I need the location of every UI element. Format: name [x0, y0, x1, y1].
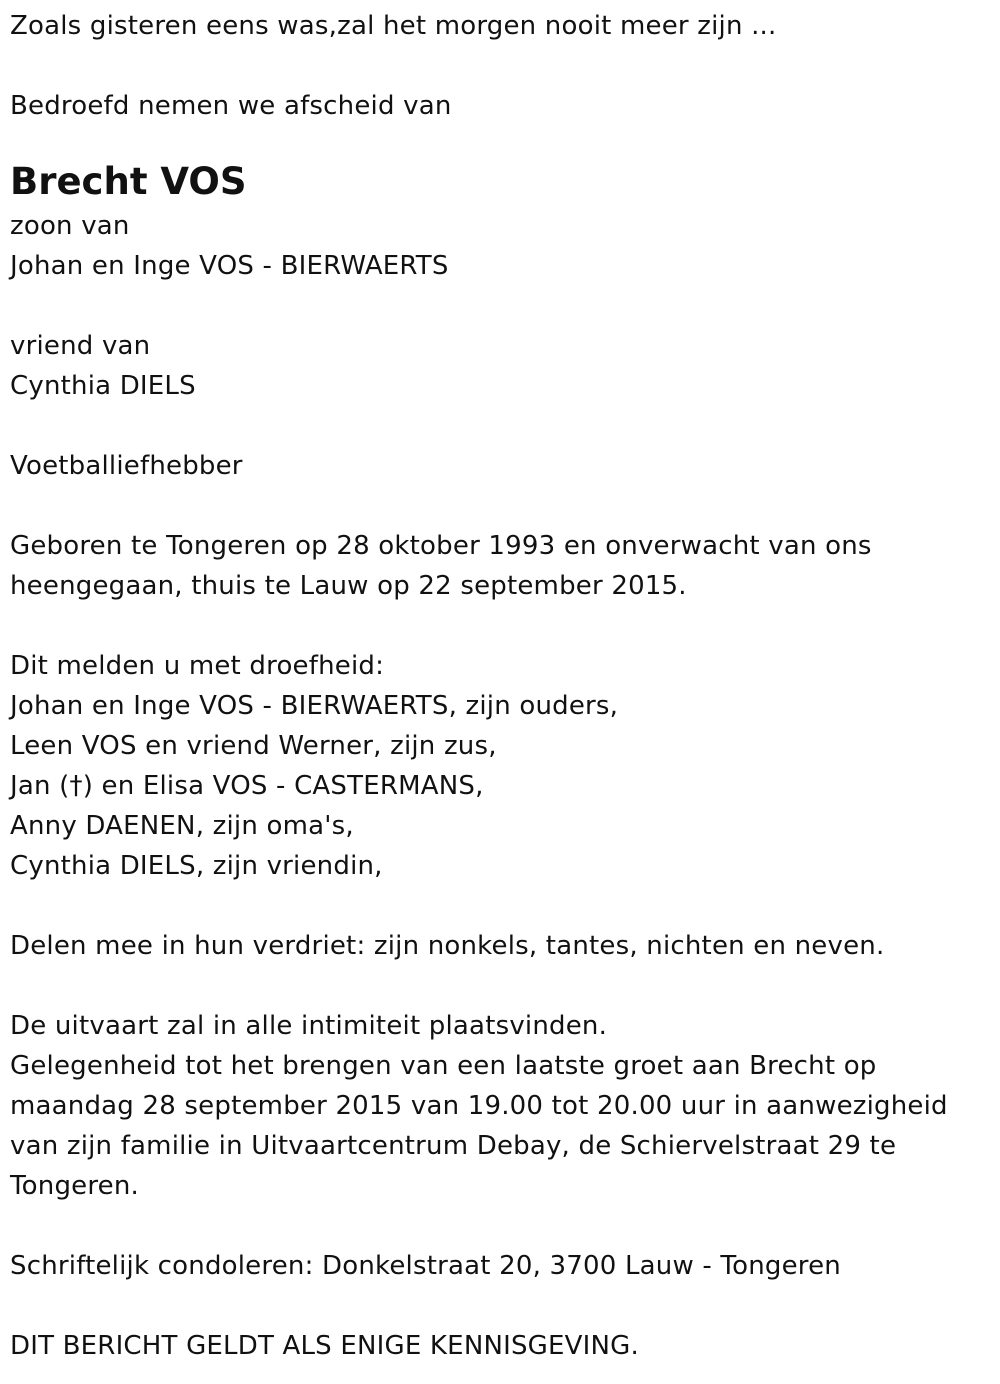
funeral-line-5: Tongeren. [10, 1171, 140, 1201]
mourner-grandparents-start: Jan ( [10, 771, 70, 801]
mourner-grandparents [10, 766, 990, 806]
funeral-line-2: Gelegenheid tot het brengen van een laatste groet aan Brecht op [10, 1051, 877, 1081]
spacer [10, 486, 990, 526]
spacer [10, 1206, 990, 1246]
son-of-label: zoon van [10, 211, 130, 241]
opening-quote: Zoals gisteren eens was,zal het morgen nooit meer zijn ... [10, 11, 777, 41]
birth-death-line-1: Geboren te Tongeren op 28 oktober 1993 en onverwacht van ons [10, 531, 872, 561]
cross-icon: † [69, 771, 83, 801]
birth-death-line-2: heengegaan, thuis te Lauw op 22 september 2015. [10, 571, 687, 601]
spacer [10, 606, 990, 646]
closing-statement: DIT BERICHT GELDT ALS ENIGE KENNISGEVING. [10, 1331, 639, 1361]
spacer [10, 886, 990, 926]
parents-names: Johan en Inge VOS - BIERWAERTS [10, 251, 449, 281]
funeral-line-3: maandag 28 september 2015 van 19.00 tot 20.00 uur in aanwezigheid [10, 1091, 948, 1121]
intro-text: Bedroefd nemen we afscheid van [10, 91, 452, 121]
spacer [10, 966, 990, 1006]
funeral-line-4: van zijn familie in Uitvaartcentrum Debay, de Schiervelstraat 29 te [10, 1131, 897, 1161]
spacer [10, 286, 990, 326]
mourners-intro: Dit melden u met droefheid: [10, 651, 385, 681]
mourner-sister: Leen VOS en vriend Werner, zijn zus, [10, 731, 497, 761]
funeral-line-1: De uitvaart zal in alle intimiteit plaatsvinden. [10, 1011, 608, 1041]
mourner-grandparents-end: ) en Elisa VOS - CASTERMANS, [82, 771, 484, 801]
spacer [10, 406, 990, 446]
spacer [10, 46, 990, 86]
extended-family: Delen mee in hun verdriet: zijn nonkels, tantes, nichten en neven. [10, 931, 885, 961]
deceased-name: Brecht VOS [10, 160, 247, 203]
hobby-text: Voetballiefhebber [10, 451, 243, 481]
spacer [10, 1286, 990, 1326]
mourner-parents: Johan en Inge VOS - BIERWAERTS, zijn ouders, [10, 691, 619, 721]
mourner-girlfriend: Cynthia DIELS, zijn vriendin, [10, 851, 383, 881]
girlfriend-name: Cynthia DIELS [10, 371, 196, 401]
mourner-grandmother: Anny DAENEN, zijn oma's, [10, 811, 354, 841]
obituary-notice [10, 6, 990, 1366]
friend-of-label: vriend van [10, 331, 151, 361]
condolences-address: Schriftelijk condoleren: Donkelstraat 20, 3700 Lauw - Tongeren [10, 1251, 841, 1281]
spacer [10, 126, 990, 158]
